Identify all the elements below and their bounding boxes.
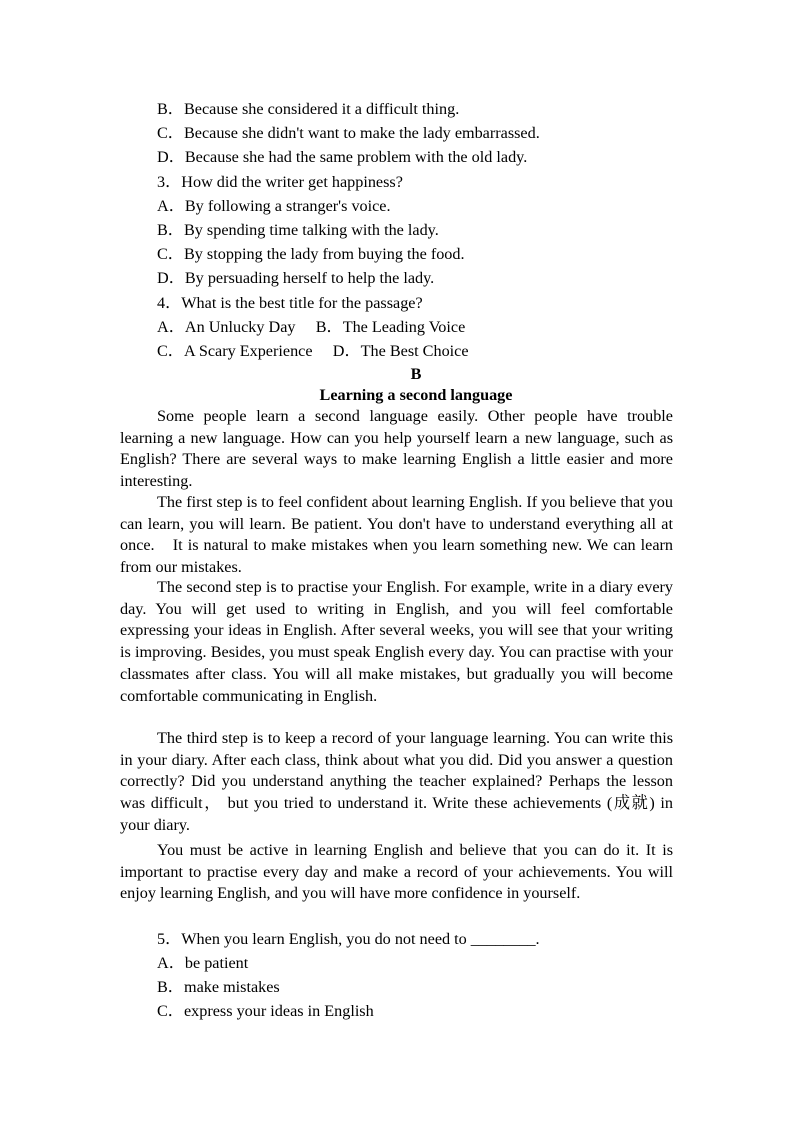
passage-paragraph-1: Some people learn a second language easily. Other people have trouble learning a new language. How can you help yourself learn a new language, such as English? There are several ways to make learning English a little easier and more interesting. bbox=[120, 407, 673, 491]
q2-option-c: C．Because she didn't want to make the lady embarrassed. bbox=[157, 124, 540, 142]
q5-option-c: C．express your ideas in English bbox=[157, 1002, 374, 1020]
q3-question: 3．How did the writer get happiness? bbox=[157, 173, 403, 191]
q5-option-b: B．make mistakes bbox=[157, 978, 280, 996]
passage-paragraph-2: The first step is to feel confident about learning English. If you believe that you can learn, you will learn. Be patient. You don't have to understand everything all at once. It is natural to make mistakes when you learn something new. We can learn from our mistakes. bbox=[120, 493, 673, 577]
q2-option-b: B．Because she considered it a difficult thing. bbox=[157, 100, 460, 118]
q3-option-d: D．By persuading herself to help the lady. bbox=[157, 269, 435, 287]
q4-options-cd: C．A Scary Experience D．The Best Choice bbox=[157, 342, 469, 360]
q5-question: 5．When you learn English, you do not need to ________. bbox=[157, 930, 540, 948]
q3-option-a: A．By following a stranger's voice. bbox=[157, 197, 391, 215]
q5-option-a: A．be patient bbox=[157, 954, 249, 972]
q4-question: 4．What is the best title for the passage? bbox=[157, 294, 423, 312]
passage-paragraph-4: The third step is to keep a record of your language learning. You can write this in your diary. After each class, think about what you did. Did you answer a question correctly? Did you understand anything the teacher explained? Perhaps the lesson was difficult， but you tried to understand it. Write these achievements (成就) in your diary. bbox=[120, 729, 673, 834]
passage-paragraph-3: The second step is to practise your English. For example, write in a diary every day. You will get used to writing in English, and you will feel comfortable expressing your ideas in English. After several weeks, you will see that your writing is improving. Besides, you must speak English every day. You can practise with your classmates after class. You will all make mistakes, but gradually you will become comfortable communicating in English. bbox=[120, 578, 673, 705]
passage-title: Learning a second language bbox=[319, 386, 513, 404]
section-letter: B bbox=[410, 365, 422, 383]
passage-paragraph-5: You must be active in learning English and believe that you can do it. It is important to practise every day and make a record of your achievements. You will enjoy learning English, and you will have more confidence in yourself. bbox=[120, 841, 673, 903]
q2-option-d: D．Because she had the same problem with the old lady. bbox=[157, 148, 528, 166]
q3-option-b: B．By spending time talking with the lady. bbox=[157, 221, 439, 239]
q4-options-ab: A．An Unlucky Day B．The Leading Voice bbox=[157, 318, 466, 336]
q3-option-c: C．By stopping the lady from buying the food. bbox=[157, 245, 465, 263]
